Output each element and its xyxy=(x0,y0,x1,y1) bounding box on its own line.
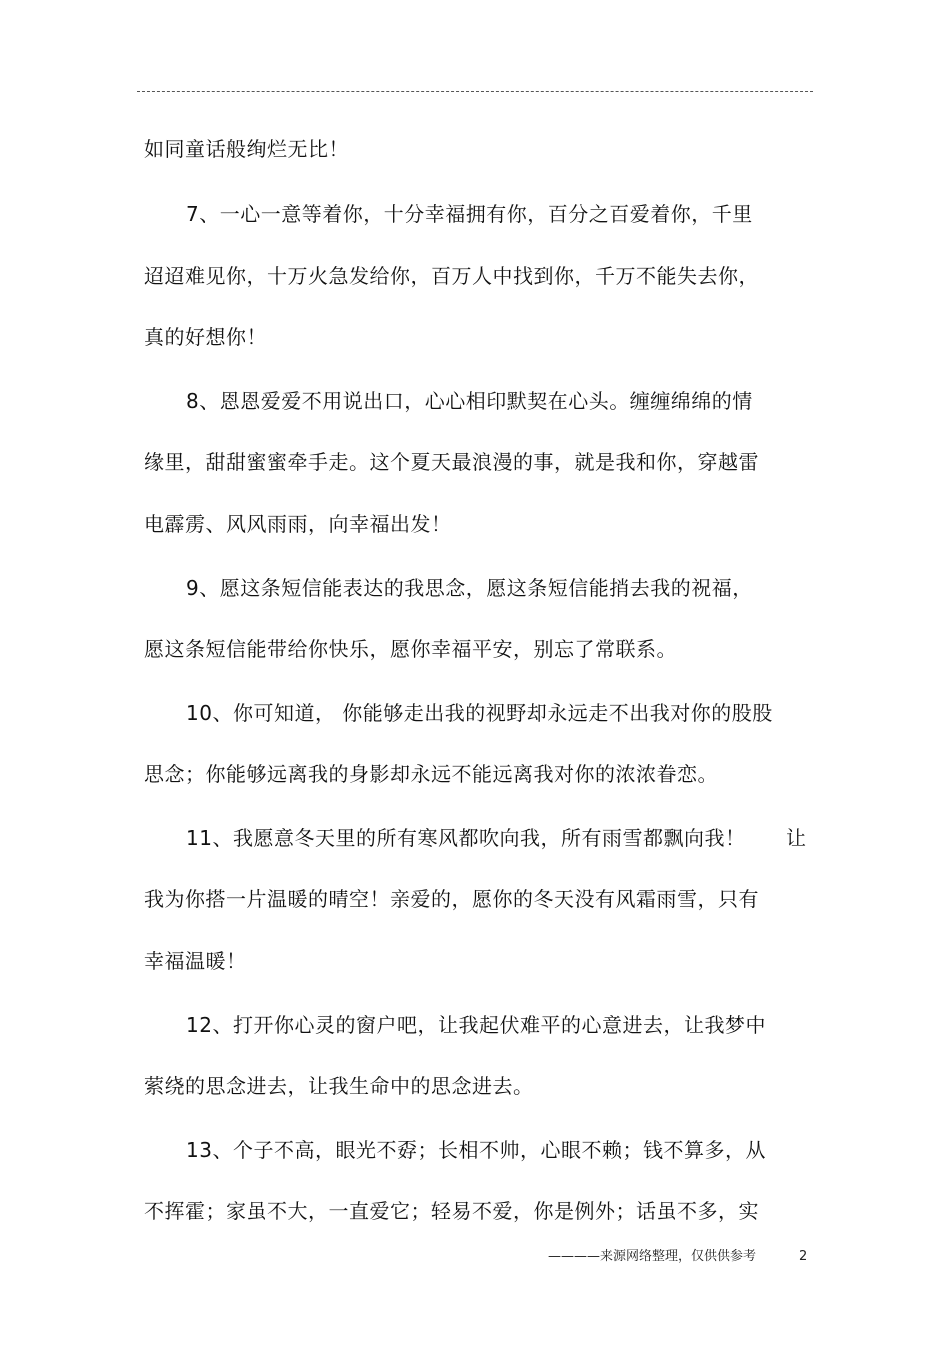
footer-source-note: ————来源网络整理，仅供供参考 xyxy=(548,1249,757,1264)
paragraph-11-line-3: 幸福温暖！ xyxy=(144,949,247,973)
page-number: 2 xyxy=(799,1249,808,1264)
paragraph-10-line-2: 思念；你能够远离我的身影却永远不能远离我对你的浓浓眷恋。 xyxy=(144,762,718,786)
paragraph-11-line-2: 我为你搭一片温暖的晴空！亲爱的，愿你的冬天没有风霜雨雪，只有 xyxy=(144,887,759,911)
text-line: 如同童话般绚烂无比！ xyxy=(144,137,349,161)
paragraph-9-line-1: 9、愿这条短信能表达的我思念，愿这条短信能捎去我的祝福， xyxy=(186,576,753,600)
paragraph-12-line-1: 12、打开你心灵的窗户吧，让我起伏难平的心意进去，让我梦中 xyxy=(186,1013,766,1037)
paragraph-9-line-2: 愿这条短信能带给你快乐，愿你幸福平安，别忘了常联系。 xyxy=(144,637,677,661)
paragraph-11-trailing-word: 让 xyxy=(786,826,806,850)
paragraph-11-line-1: 11、我愿意冬天里的所有寒风都吹向我，所有雨雪都飘向我！ xyxy=(186,826,746,850)
paragraph-7-line-1: 7、一心一意等着你，十分幸福拥有你，百分之百爱着你，千里 xyxy=(186,202,753,226)
paragraph-7-line-3: 真的好想你！ xyxy=(144,325,267,349)
paragraph-10-line-1: 10、你可知道， 你能够走出我的视野却永远走不出我对你的股股 xyxy=(186,701,773,725)
paragraph-12-line-2: 萦绕的思念进去，让我生命中的思念进去。 xyxy=(144,1074,534,1098)
paragraph-8-line-2: 缘里，甜甜蜜蜜牵手走。这个夏天最浪漫的事，就是我和你，穿越雷 xyxy=(144,450,759,474)
paragraph-7-line-2: 迢迢难见你，十万火急发给你，百万人中找到你，千万不能失去你， xyxy=(144,264,759,288)
header-divider xyxy=(137,91,813,92)
paragraph-8-line-3: 电霹雳、风风雨雨，向幸福出发！ xyxy=(144,512,452,536)
paragraph-8-line-1: 8、恩恩爱爱不用说出口，心心相印默契在心头。缠缠绵绵的情 xyxy=(186,389,753,413)
paragraph-13-line-1: 13、个子不高，眼光不孬；长相不帅，心眼不赖；钱不算多，从 xyxy=(186,1138,766,1162)
paragraph-13-line-2: 不挥霍；家虽不大，一直爱它；轻易不爱，你是例外；话虽不多，实 xyxy=(144,1199,759,1223)
